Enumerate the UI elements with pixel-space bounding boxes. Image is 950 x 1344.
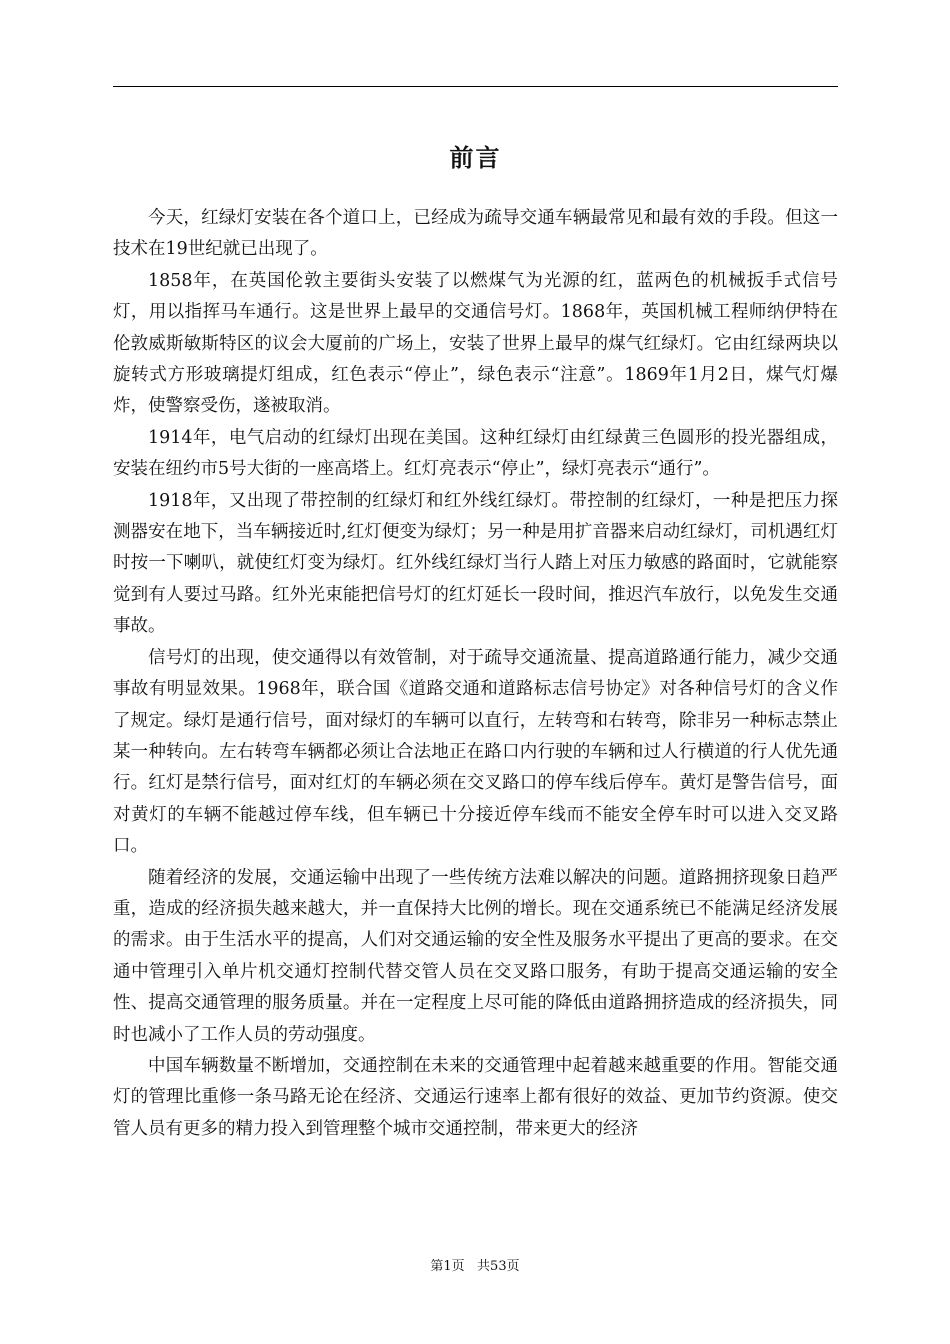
- document-body: [113, 203, 838, 1145]
- header-rule: [113, 86, 838, 87]
- paragraph-7: 中国车辆数量不断增加，交通控制在未来的交通管理中起着越来越重要的作用。智能交通灯的管理比重修一条马路无论在经济、交通运行速率上都有很好的效益、更加节约资源。使交管人员有更多的精力投入到管理整个城市交通控制，带来更大的经济: [113, 1055, 838, 1139]
- paragraph-2: 1858年，在英国伦敦主要街头安装了以燃煤气为光源的红，蓝两色的机械扳手式信号灯，用以指挥马车通行。这是世界上最早的交通信号灯。1868年，英国机械工程师纳伊特在伦敦威斯敏斯特区的议会大厦前的广场上，安装了世界上最早的煤气红绿灯。它由红绿两块以旋转式方形玻璃提灯组成，红色表示“停止”，绿色表示“注意”。1869年1月2日，煤气灯爆炸，使警察受伤，遂被取消。: [113, 270, 838, 417]
- paragraph-4: 1918年，又出现了带控制的红绿灯和红外线红绿灯。带控制的红绿灯，一种是把压力探测器安在地下，当车辆接近时,红灯便变为绿灯；另一种是用扩音器来启动红绿灯，司机遇红灯时按一下喇叭，就使红灯变为绿灯。红外线红绿灯当行人踏上对压力敏感的路面时，它就能察觉到有人要过马路。红外光束能把信号灯的红灯延长一段时间，推迟汽车放行，以免发生交通事故。: [113, 490, 838, 637]
- page-footer: 第1页 共53页: [430, 1259, 520, 1274]
- paragraph-3: 1914年，电气启动的红绿灯出现在美国。这种红绿灯由红绿黄三色圆形的投光器组成，安装在纽约市5号大街的一座高塔上。红灯亮表示“停止”，绿灯亮表示“通行”。: [113, 427, 838, 480]
- paragraph-5: 信号灯的出现，使交通得以有效管制，对于疏导交通流量、提高道路通行能力，减少交通事故有明显效果。1968年，联合国《道路交通和道路标志信号协定》对各种信号灯的含义作了规定。绿灯是通行信号，面对绿灯的车辆可以直行，左转弯和右转弯，除非另一种标志禁止某一种转向。左右转弯车辆都必须让合法地正在路口内行驶的车辆和过人行横道的行人优先通行。红灯是禁行信号，面对红灯的车辆必须在交叉路口的停车线后停车。黄灯是警告信号，面对黄灯的车辆不能越过停车线，但车辆已十分接近停车线而不能安全停车时可以进入交叉路口。: [113, 647, 838, 857]
- paragraph-6: 随着经济的发展，交通运输中出现了一些传统方法难以解决的问题。道路拥挤现象日趋严重，造成的经济损失越来越大，并一直保持大比例的增长。现在交通系统已不能满足经济发展的需求。由于生活水平的提高，人们对交通运输的安全性及服务水平提出了更高的要求。在交通中管理引入单片机交通灯控制代替交管人员在交叉路口服务，有助于提高交通运输的安全性、提高交通管理的服务质量。并在一定程度上尽可能的降低由道路拥挤造成的经济损失，同时也减小了工作人员的劳动强度。: [113, 867, 838, 1045]
- paragraph-1: 今天，红绿灯安装在各个道口上，已经成为疏导交通车辆最常见和最有效的手段。但这一技术在19世纪就已出现了。: [113, 208, 838, 260]
- page-title: 前言: [449, 144, 502, 172]
